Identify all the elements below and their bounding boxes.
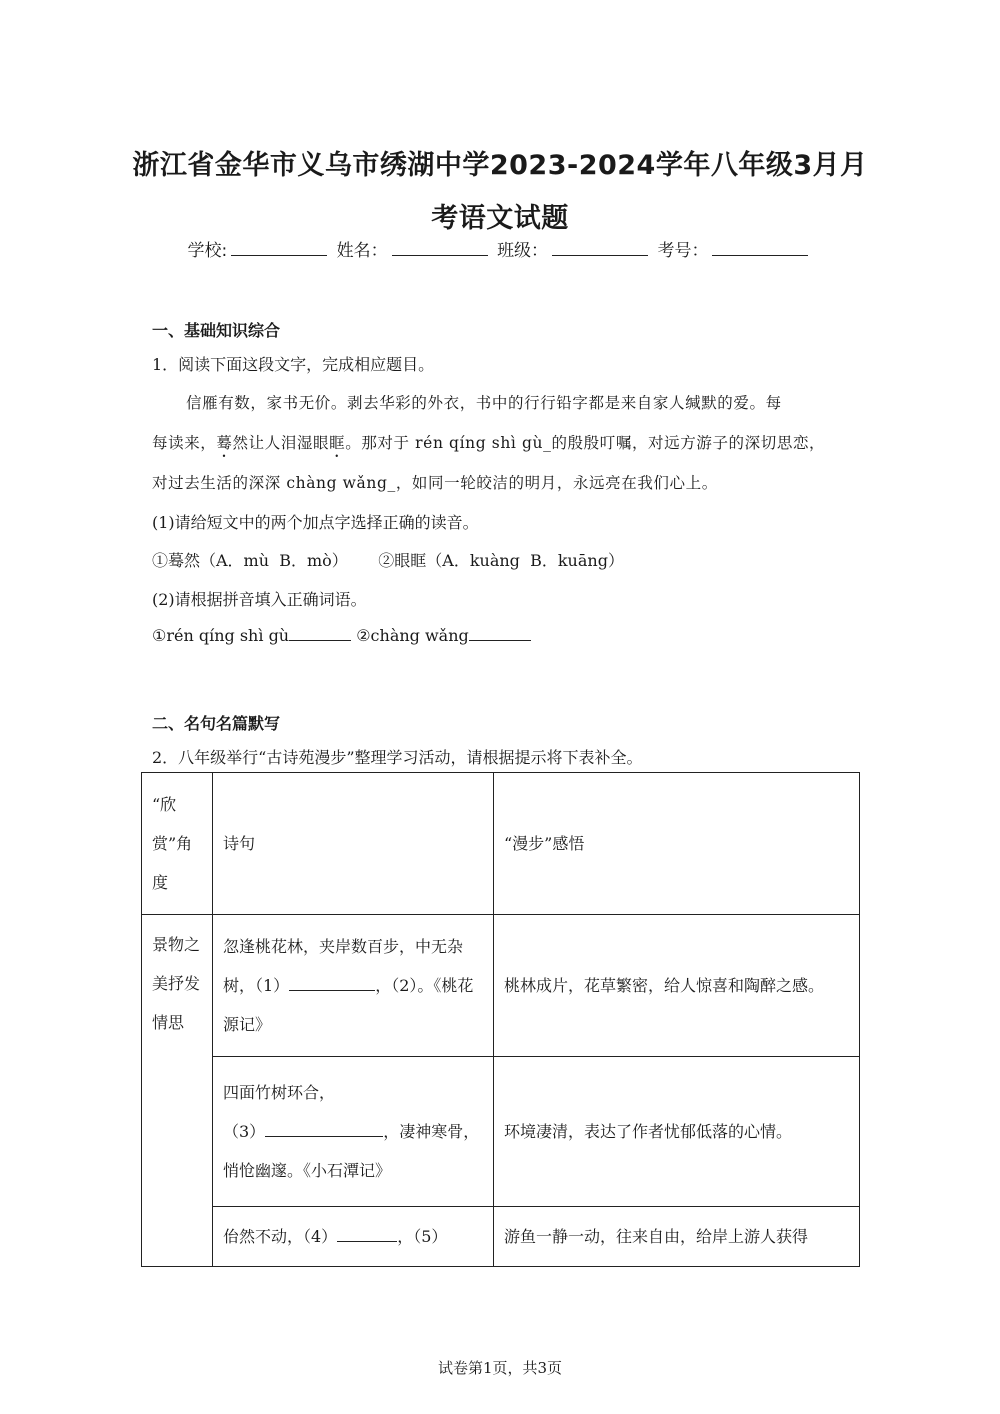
passage-l2-b: 然让人泪湿眼 (232, 434, 330, 452)
q1-stem: 1．阅读下面这段文字，完成相应题目。 (152, 355, 435, 374)
passage-l2-c: 。那对于 rén qíng shì gù_的殷殷叮嘱，对远方游子的深切思恋， (345, 434, 826, 452)
answer-blank-1[interactable] (289, 626, 351, 641)
pinyin-2: ②chàng wǎng (356, 626, 469, 645)
table-row (142, 1057, 860, 1207)
poem-cell-2 (213, 1057, 494, 1207)
answer-blank-2[interactable] (469, 626, 531, 641)
angle-cell: 景物之美抒发情思 (142, 915, 213, 1267)
number-label: 考号： (657, 241, 709, 261)
dotted-char-kuang: 眶 (329, 434, 346, 452)
insight-cell-3: 游鱼一静一动，往来自由，给岸上游人获得 (494, 1207, 860, 1267)
blank-4[interactable] (337, 1227, 397, 1242)
blank-1[interactable] (289, 976, 375, 991)
sub-question-2: (2)请根据拼音填入正确词语。 (152, 590, 367, 609)
poem-1-b: ，（2） (375, 976, 418, 995)
insight-cell-1: 桃林成片，花草繁密，给人惊喜和陶醉之感。 (494, 915, 860, 1057)
table-header-row (142, 773, 860, 915)
q2-stem: 2．八年级举行“古诗苑漫步”整理学习活动，请根据提示将下表补全。 (152, 748, 643, 767)
sub-question-1: (1)请给短文中的两个加点字选择正确的读音。 (152, 513, 479, 532)
name-label: 姓名： (336, 241, 388, 261)
student-info-row (0, 236, 1000, 261)
class-blank[interactable] (552, 239, 648, 256)
passage-line1: 信雁有数，家书无价。剥去华彩的外衣，书中的行行铅字都是来自家人缄默的爱。每 (186, 394, 782, 412)
passage-line3: 对过去生活的深深 chàng wǎng_，如同一轮皎洁的明月，永远亮在我们心上。 (152, 474, 718, 492)
number-blank[interactable] (712, 239, 808, 256)
poetry-table (141, 772, 860, 1267)
table-row (142, 1207, 860, 1267)
sub-question-2-blanks (152, 626, 531, 645)
page-footer: 试卷第1页，共3页 (437, 1359, 563, 1377)
poem-2-a: 四面竹树环合， (223, 1083, 336, 1102)
dotted-char-mo: 蓦 (216, 434, 233, 452)
poem-3-a: 佁然不动，（4） (223, 1227, 338, 1246)
poem-3-b: ，（5） (397, 1227, 448, 1246)
header-poem: 诗句 (213, 773, 494, 915)
header-angle: “欣赏”角度 (142, 773, 213, 915)
school-label: 学校: (187, 241, 228, 261)
poem-cell-3 (213, 1207, 494, 1267)
poem-cell-1 (213, 915, 494, 1057)
passage-line2 (152, 431, 825, 461)
header-insight: “漫步”感悟 (494, 773, 860, 915)
poem-1-c: 。《桃花源记》 (223, 976, 474, 1034)
name-blank[interactable] (392, 239, 488, 256)
pinyin-1: ①rén qíng shì gù (152, 626, 290, 645)
blank-3[interactable] (265, 1122, 383, 1137)
passage-l2-a: 每读来， (152, 434, 217, 452)
poem-2-c: ，凄神寒骨，悄怆幽邃。《小石潭记》 (223, 1122, 480, 1180)
section1-heading: 一、基础知识综合 (152, 321, 281, 340)
school-blank[interactable] (231, 239, 327, 256)
poem-2-b: （3） (223, 1122, 266, 1141)
insight-cell-2: 环境凄清，表达了作者忧郁低落的心情。 (494, 1057, 860, 1207)
sub-question-1-options: ①蓦然（A．mù B．mò） ②眼眶（A．kuàng B．kuāng） (152, 551, 624, 570)
exam-title-line1: 浙江省金华市义乌市绣湖中学2023-2024学年八年级3月月 (132, 150, 868, 181)
table-row (142, 915, 860, 1057)
class-label: 班级： (497, 241, 549, 261)
exam-title-line2: 考语文试题 (431, 203, 569, 234)
section2-heading: 二、名句名篇默写 (152, 714, 281, 733)
poem-1-a: 忽逢桃花林，夹岸数百步，中无杂树，（1） (223, 937, 464, 995)
